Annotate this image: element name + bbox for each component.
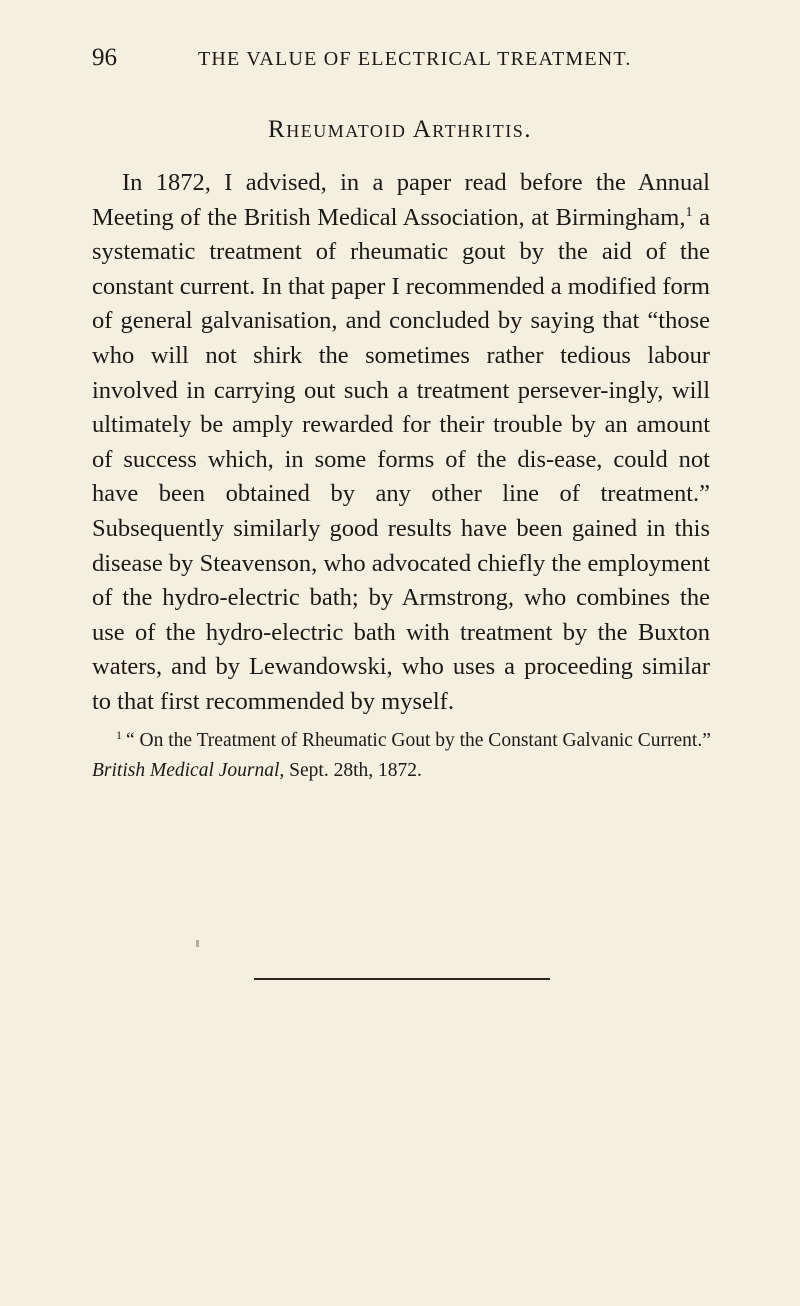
paragraph-text-rest: a systematic treatment of rheumatic gout by the aid of the constant current. In that paper I recommended a modified form of general galvanisation, and concluded by saying that “those who will not shirk the sometimes rather tedious labour involved in carrying out such a treatment persever-ingly, will ultimately be amply rewarded for their trouble by an amount of success which, in some forms of the dis-ease, could not have been obtained by any other line of treatment.” Subsequently similarly good results have been gained in this disease by Steavenson, who advocated chiefly the employment of the hydro-electric bath; by Armstrong, who combines the use of the hydro-electric bath with treatment by the Buxton waters, and by Lewandowski, who uses a proceeding similar to that first recommended by myself. bbox=[92, 203, 711, 715]
footnote-reference[interactable]: 1 bbox=[685, 204, 693, 220]
paragraph-text-start: In 1872, I advised, in a paper read before the Annual Meeting of the British Medical Association, at Birmingham, bbox=[92, 169, 710, 231]
section-heading: Rheumatoid Arthritis. bbox=[268, 116, 532, 143]
paragraph bbox=[92, 166, 710, 720]
running-title: THE VALUE OF ELECTRICAL TREATMENT. bbox=[198, 48, 632, 70]
footnote bbox=[92, 726, 732, 786]
footnote-date: Sept. 28th, 1872. bbox=[284, 760, 422, 781]
running-head bbox=[92, 44, 714, 74]
body-paragraph bbox=[92, 166, 710, 720]
footnote-journal: British Medical Journal, bbox=[92, 760, 285, 781]
end-rule bbox=[254, 978, 550, 980]
footnote-text: “ On the Treatment of Rheumatic Gout by the Constant Galvanic Current.” bbox=[126, 730, 711, 751]
page-number: 96 bbox=[92, 44, 117, 71]
footnote-marker: 1 bbox=[116, 728, 122, 742]
footnote-paragraph bbox=[92, 726, 732, 786]
print-speck bbox=[196, 940, 199, 947]
